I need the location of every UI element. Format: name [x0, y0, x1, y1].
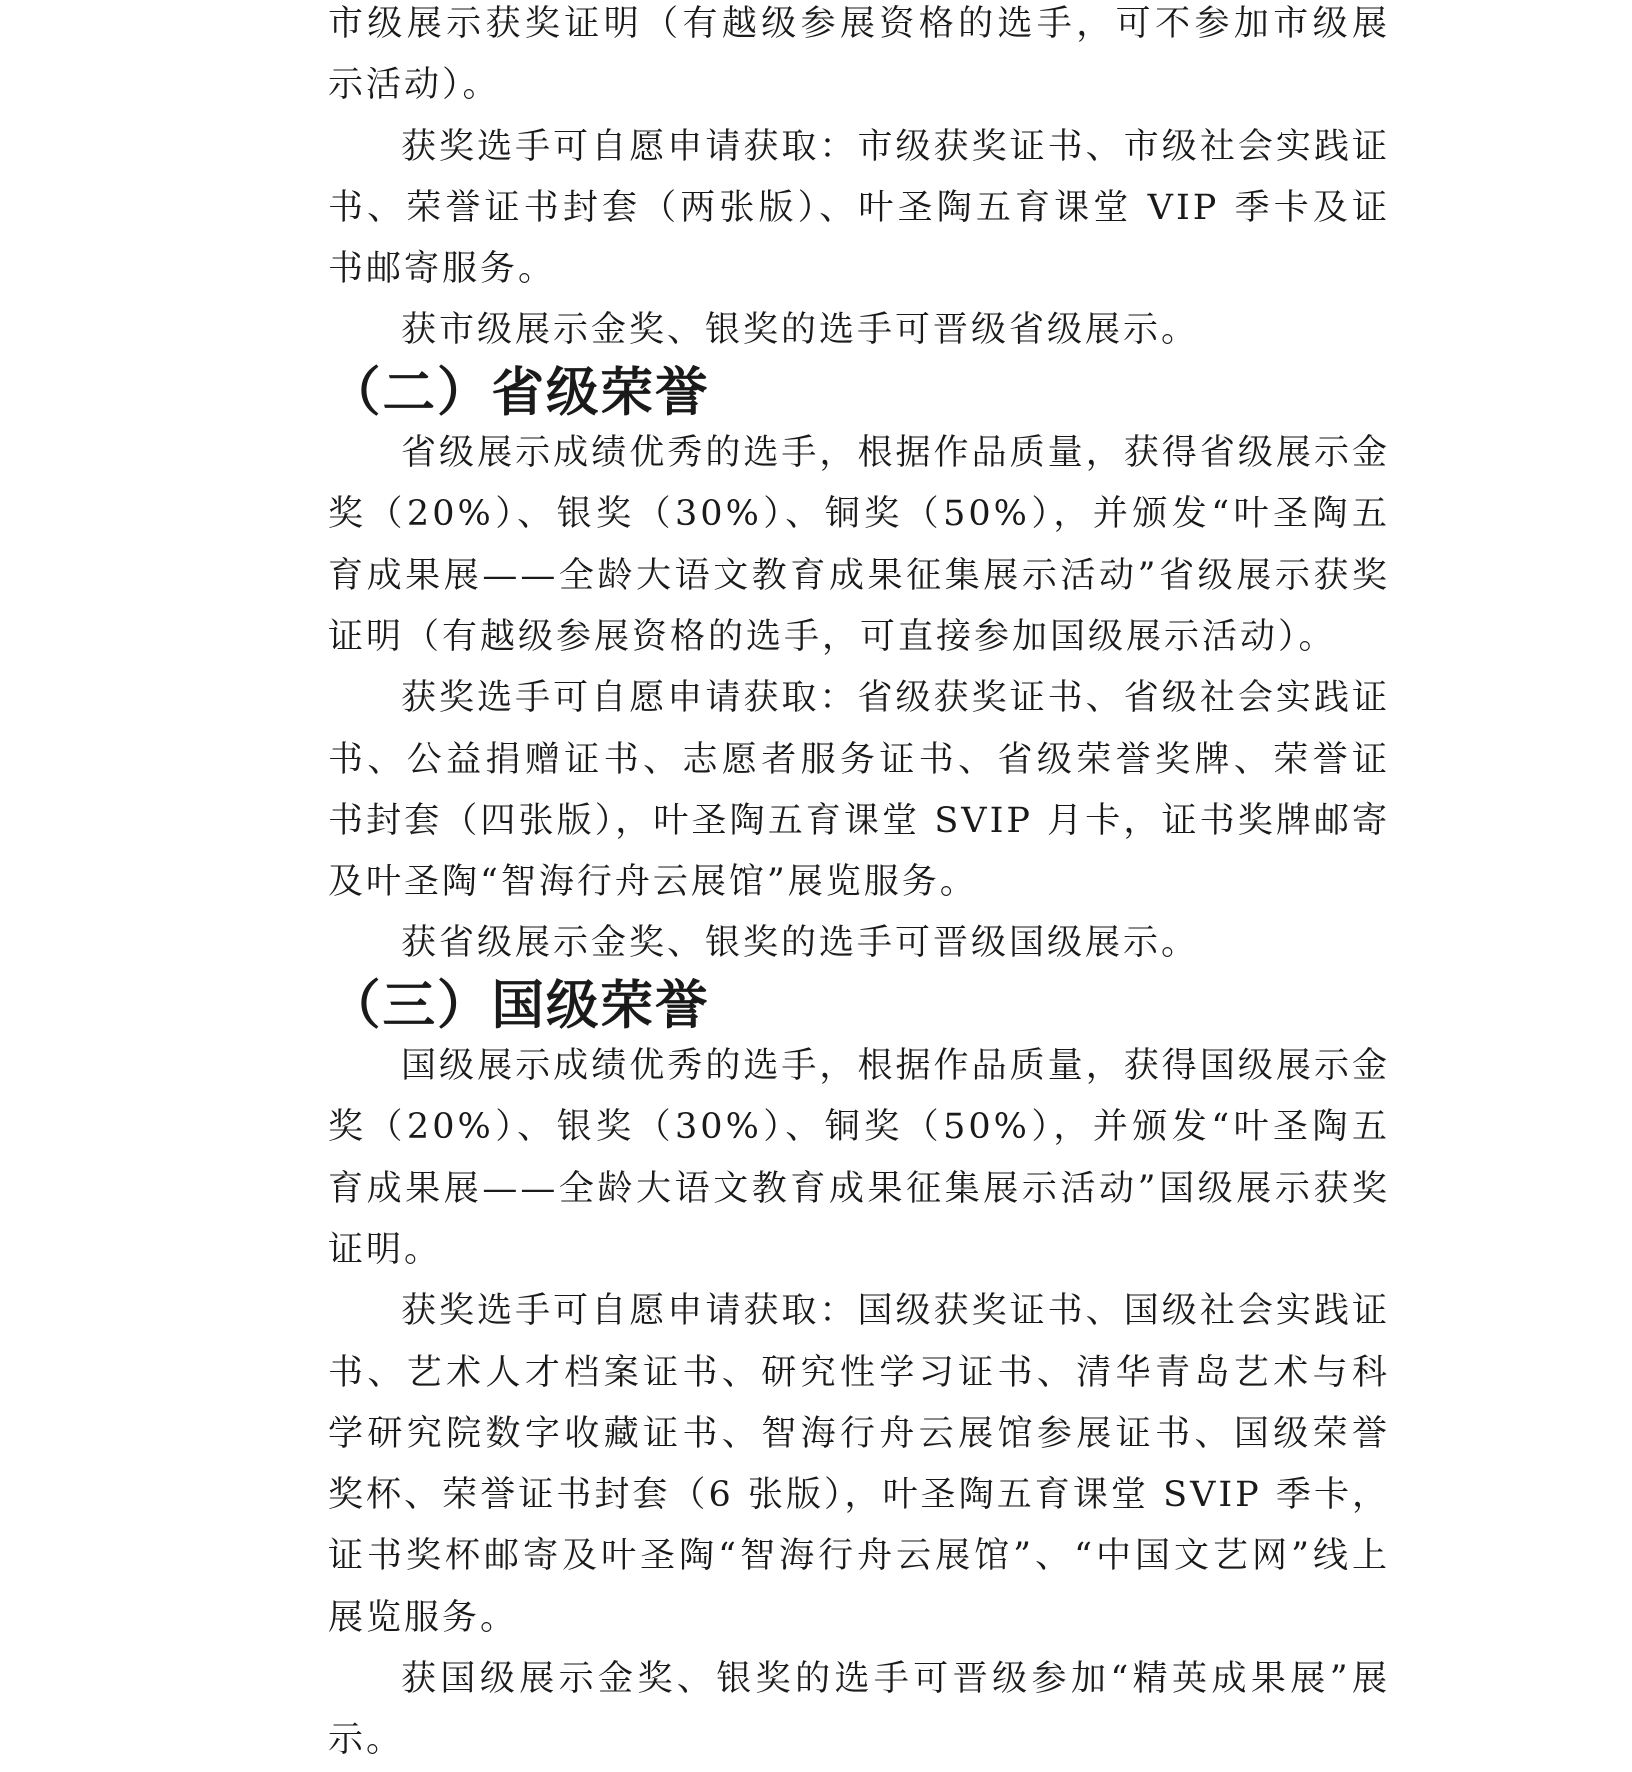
paragraph-national-optional-items: 获奖选手可自愿申请获取：国级获奖证书、国级社会实践证书、艺术人才档案证书、研究性学习证书、清华青岛艺术与科学研究院数字收藏证书、智海行舟云展馆参展证书、国级荣誉奖杯、荣誉证书封套（6 张版），叶圣陶五育课堂 SVIP 季卡，证书奖杯邮寄及叶圣陶“智海行舟云展馆”、“中国文艺网”线上展览服务。 — [328, 1291, 1390, 1638]
document-body — [328, 0, 1390, 1772]
paragraph-city-award-certificate: 市级展示获奖证明（有越级参展资格的选手，可不参加市级展示活动）。 — [328, 4, 1390, 106]
paragraph-provincial-awards: 省级展示成绩优秀的选手，根据作品质量，获得省级展示金奖（20%）、银奖（30%）、铜奖（50%），并颁发“叶圣陶五育成果展——全龄大语文教育成果征集展示活动”省级展示获奖证明（有越级参展资格的选手，可直接参加国级展示活动）。 — [328, 433, 1390, 657]
paragraph-city-promotion: 获市级展示金奖、银奖的选手可晋级省级展示。 — [401, 310, 1200, 351]
paragraph-city-optional-items: 获奖选手可自愿申请获取：市级获奖证书、市级社会实践证书、荣誉证书封套（两张版）、叶圣陶五育课堂 VIP 季卡及证书邮寄服务。 — [328, 126, 1390, 290]
paragraph-provincial-optional-items: 获奖选手可自愿申请获取：省级获奖证书、省级社会实践证书、公益捐赠证书、志愿者服务证书、省级荣誉奖牌、荣誉证书封套（四张版），叶圣陶五育课堂 SVIP 月卡，证书奖牌邮寄及叶圣陶“智海行舟云展馆”展览服务。 — [328, 678, 1390, 903]
paragraph-provincial-promotion: 获省级展示金奖、银奖的选手可晋级国级展示。 — [401, 923, 1200, 964]
paragraph-national-promotion: 获国级展示金奖、银奖的选手可晋级参加“精英成果展”展示。 — [328, 1659, 1390, 1761]
heading-provincial-honors: （二）省级荣誉 — [328, 361, 710, 423]
paragraph-national-awards: 国级展示成绩优秀的选手，根据作品质量，获得国级展示金奖（20%）、银奖（30%）、铜奖（50%），并颁发“叶圣陶五育成果展——全龄大语文教育成果征集展示活动”国级展示获奖证明。 — [328, 1046, 1390, 1270]
heading-national-honors: （三）国级荣誉 — [328, 974, 710, 1036]
